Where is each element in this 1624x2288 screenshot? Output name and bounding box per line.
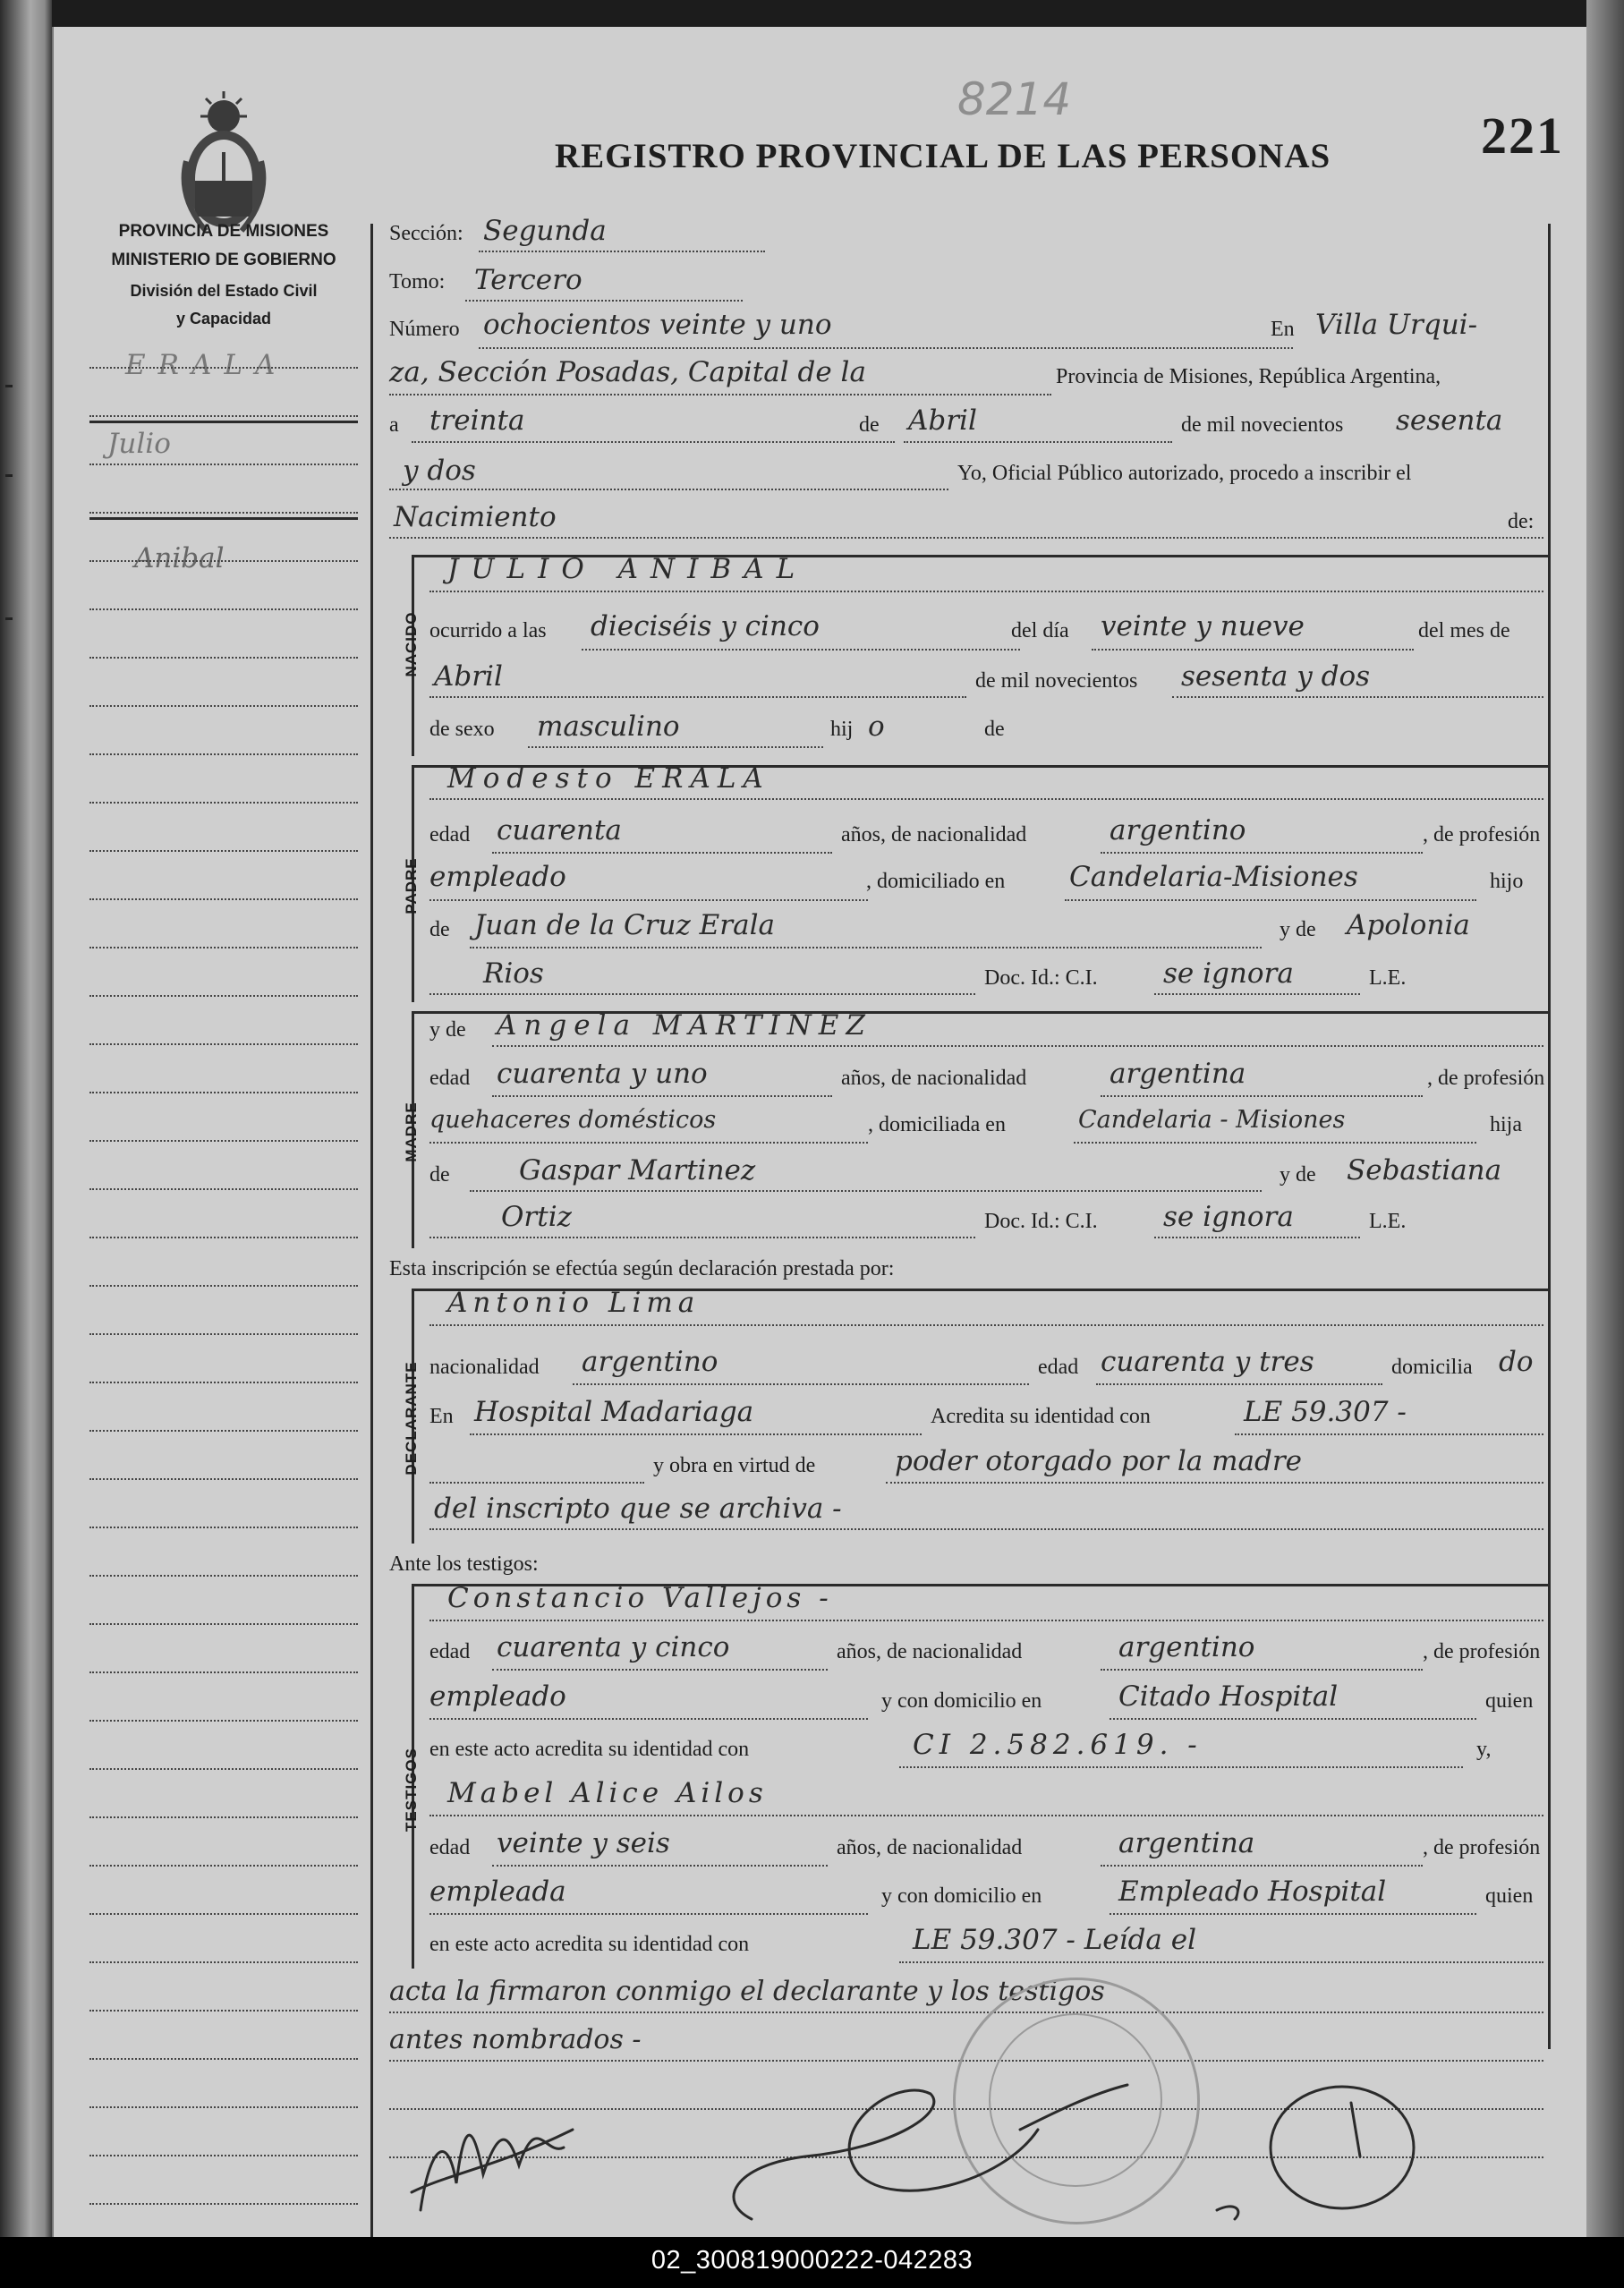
margin-rule — [89, 2010, 358, 2012]
value-cierre-2: antes nombrados - — [389, 2024, 642, 2055]
label-padre-profesion: , de profesión — [1423, 823, 1541, 846]
scan-mark — [5, 617, 13, 620]
label-ante-testigos: Ante los testigos: — [389, 1552, 539, 1576]
value-padre-prof: empleado — [429, 861, 566, 893]
margin-rule — [89, 1961, 358, 1963]
office-line-4: y Capacidad — [175, 310, 272, 327]
margin-rule — [89, 995, 358, 997]
value-tomo: Tercero — [474, 264, 582, 296]
label-testigo2-profesion: , de profesión — [1423, 1836, 1541, 1859]
label-testigo1-anios: años, de nacionalidad — [837, 1640, 1023, 1663]
value-en-2: za, Sección Posadas, Capital de la — [389, 356, 866, 388]
value-testigo1-dom: Citado Hospital — [1118, 1680, 1339, 1713]
margin-rule — [89, 2203, 358, 2205]
value-declarante-id: LE 59.307 - — [1244, 1396, 1407, 1428]
office-line-1: PROVINCIA DE MISIONES — [118, 222, 329, 241]
margin-rule — [89, 2058, 358, 2060]
margin-rule — [89, 560, 358, 562]
margin-rule — [89, 367, 358, 369]
value-hora: dieciséis y cinco — [591, 610, 820, 642]
value-padre-ci: se ignora — [1163, 957, 1294, 990]
value-madre-nombre: Angela MARTINEZ — [497, 1009, 872, 1042]
value-madre-madre: Sebastiana — [1347, 1154, 1502, 1187]
value-sexo: masculino — [537, 710, 680, 743]
label-de-mes: de — [859, 413, 880, 437]
margin-rule — [89, 1430, 358, 1432]
margin-surname: ERALA — [125, 349, 288, 381]
margin-rule — [89, 1285, 358, 1287]
margin-rule — [89, 1527, 358, 1528]
label-testigo1-profesion: , de profesión — [1423, 1640, 1541, 1663]
value-testigo2-id: LE 59.307 - Leída el — [913, 1924, 1197, 1956]
margin-rule — [89, 1768, 358, 1770]
margin-rule — [89, 1623, 358, 1625]
margin-rule — [89, 608, 358, 610]
register-page — [52, 27, 1588, 2237]
label-madre-le: L.E. — [1369, 1210, 1407, 1233]
folio-number: 221 — [1481, 106, 1564, 165]
value-madre-edad: cuarenta y uno — [497, 1058, 708, 1090]
label-yo: Yo, Oficial Público autorizado, procedo a inscribir el — [957, 462, 1412, 485]
label-madre-edad: edad — [429, 1067, 471, 1090]
value-declarante-obra-2: del inscripto que se archiva - — [434, 1493, 842, 1525]
margin-rule — [89, 1671, 358, 1673]
right-border — [1548, 224, 1551, 2049]
label-madre-y-de2: y de — [1280, 1163, 1316, 1187]
label-padre-y-de: y de — [1280, 918, 1316, 941]
label-testigo1-acredita: en este acto acredita su identidad con — [429, 1738, 750, 1761]
value-testigo2-edad: veinte y seis — [497, 1827, 670, 1859]
label-madre-de: de — [429, 1163, 450, 1187]
label-testigo2-anios: años, de nacionalidad — [837, 1836, 1023, 1859]
margin-rule — [89, 1720, 358, 1722]
label-hij: hij — [830, 718, 854, 741]
value-padre-madre-2: Rios — [483, 957, 544, 990]
value-acto: Nacimiento — [394, 501, 557, 533]
side-label-nacido: NACIDO — [403, 611, 420, 677]
margin-rule — [89, 1092, 358, 1093]
binding-edge-left — [0, 0, 52, 2237]
label-madre-hija: hija — [1490, 1113, 1522, 1136]
label-padre-anios: años, de nacionalidad — [841, 823, 1027, 846]
margin-rule — [89, 415, 358, 417]
label-testigo1-edad: edad — [429, 1640, 471, 1663]
label-madre-domiciliada: , domiciliada en — [868, 1113, 1006, 1136]
label-de2: de: — [1508, 510, 1535, 533]
value-en: Villa Urqui- — [1315, 309, 1478, 341]
signature-testigo — [734, 2090, 1038, 2219]
page-title: REGISTRO PROVINCIAL DE LAS PERSONAS — [555, 137, 1331, 175]
label-declarante-domicilia: domicilia — [1391, 1356, 1473, 1379]
margin-rule — [89, 1333, 358, 1335]
label-declarante-obra: y obra en virtud de — [653, 1454, 816, 1477]
label-provincia: Provincia de Misiones, República Argentina, — [1056, 365, 1441, 388]
scan-mark — [5, 385, 13, 387]
margin-rule — [89, 1913, 358, 1915]
signature-official — [1271, 2087, 1414, 2208]
label-de-mil: de mil novecientos — [1181, 413, 1344, 437]
page-edge-right — [1586, 0, 1624, 2237]
label-madre-doc: Doc. Id.: C.I. — [984, 1210, 1098, 1233]
label-de-sexo: de sexo — [429, 718, 495, 741]
margin-name-2: Anibal — [134, 542, 225, 574]
value-padre-madre: Apolonia — [1347, 909, 1470, 941]
value-testigo2-nac: argentina — [1118, 1827, 1255, 1859]
value-cierre-1: acta la firmaron conmigo el declarante y los testigos — [389, 1976, 1105, 2007]
value-declarante-nombre: Antonio Lima — [447, 1287, 701, 1319]
label-padre-de: de — [429, 918, 450, 941]
label-testigo1-domicilio: y con domicilio en — [881, 1689, 1042, 1713]
margin-name-1: Julio — [107, 428, 171, 460]
margin-rule — [89, 1575, 358, 1577]
label-del-dia: del día — [1011, 619, 1069, 642]
label-madre-y-de: y de — [429, 1018, 466, 1042]
label-testigo2-acredita: en este acto acredita su identidad con — [429, 1933, 750, 1956]
value-testigo2-dom: Empleado Hospital — [1118, 1875, 1387, 1908]
label-tomo: Tomo: — [389, 270, 446, 293]
label-numero: Número — [389, 318, 460, 341]
label-testigo2-domicilio: y con domicilio en — [881, 1884, 1042, 1908]
value-declarante-nac: argentino — [582, 1346, 718, 1378]
margin-rule — [89, 802, 358, 804]
value-anio-nac: sesenta y dos — [1181, 660, 1371, 693]
label-madre-profesion: , de profesión — [1427, 1067, 1545, 1090]
label-de-padres: de — [984, 718, 1005, 741]
margin-rule — [89, 2155, 358, 2156]
margin-rule — [89, 1382, 358, 1383]
margin-rule — [89, 657, 358, 659]
label-inscripcion: Esta inscripción se efectúa según declaración prestada por: — [389, 1257, 895, 1280]
value-mes: Abril — [908, 404, 977, 437]
label-padre-edad: edad — [429, 823, 471, 846]
margin-rule — [89, 1237, 358, 1238]
label-declarante-nacionalidad: nacionalidad — [429, 1356, 540, 1379]
coat-of-arms-icon — [170, 89, 277, 242]
pencil-number: 8214 — [957, 73, 1072, 125]
value-padre-padre: Juan de la Cruz Erala — [474, 909, 776, 941]
value-madre-madre-2: Ortiz — [501, 1201, 572, 1233]
value-seccion: Segunda — [483, 215, 607, 247]
margin-rule — [89, 1478, 358, 1480]
value-madre-ci: se ignora — [1163, 1201, 1294, 1233]
margin-divider — [370, 224, 373, 2237]
label-declarante-en: En — [429, 1405, 454, 1428]
value-anio: sesenta — [1396, 404, 1503, 437]
value-hij-suffix: o — [868, 710, 885, 743]
label-testigo1-quien: quien — [1485, 1689, 1534, 1713]
value-testigo2-nombre: Mabel Alice Ailos — [447, 1777, 768, 1809]
margin-rule — [89, 850, 358, 852]
label-padre-hijo: hijo — [1490, 870, 1524, 893]
margin-rule — [89, 1188, 358, 1190]
label-testigo2-quien: quien — [1485, 1884, 1534, 1908]
margin-rule — [89, 898, 358, 900]
label-seccion: Sección: — [389, 222, 463, 245]
value-numero: ochocientos veinte y uno — [483, 309, 832, 341]
scan-mark — [5, 474, 13, 477]
value-testigo1-edad: cuarenta y cinco — [497, 1631, 730, 1663]
label-ocurrido: ocurrido a las — [429, 619, 547, 642]
margin-rule — [89, 947, 358, 948]
margin-rule — [89, 1865, 358, 1867]
value-nacido-nombre: JULIO ANIBAL — [447, 553, 808, 585]
value-testigo1-nombre: Constancio Vallejos - — [447, 1582, 833, 1614]
side-label-madre: MADRE — [403, 1101, 420, 1162]
value-testigo1-id: CI 2.582.619. - — [913, 1729, 1203, 1761]
margin-rule — [89, 464, 358, 465]
value-padre-dom: Candelaria-Misiones — [1069, 861, 1358, 893]
value-anio-2: y dos — [403, 455, 476, 487]
value-padre-nombre: Modesto ERALA — [447, 762, 770, 795]
value-testigo1-nac: argentino — [1118, 1631, 1255, 1663]
value-testigo2-prof: empleada — [429, 1875, 566, 1908]
value-dia: treinta — [429, 404, 525, 437]
value-madre-dom: Candelaria - Misiones — [1078, 1106, 1346, 1134]
margin-rule — [89, 1816, 358, 1818]
margin-rule — [89, 705, 358, 707]
value-madre-padre: Gaspar Martinez — [519, 1154, 756, 1187]
margin-separator — [89, 517, 358, 520]
side-label-padre: PADRE — [403, 857, 420, 914]
label-padre-domiciliado: , domiciliado en — [866, 870, 1006, 893]
value-padre-edad: cuarenta — [497, 814, 622, 846]
label-padre-le: L.E. — [1369, 966, 1407, 990]
value-dia-nac: veinte y nueve — [1101, 610, 1305, 642]
margin-separator — [89, 421, 358, 423]
value-declarante-obra: poder otorgado por la madre — [895, 1445, 1302, 1477]
value-declarante-dom: do — [1499, 1346, 1534, 1378]
side-label-testigos: TESTIGOS — [403, 1748, 420, 1832]
signature-declarante — [421, 2135, 564, 2210]
margin-rule — [89, 753, 358, 755]
label-declarante-edad: edad — [1038, 1356, 1079, 1379]
margin-rule — [89, 512, 358, 514]
margin-rule — [89, 2106, 358, 2108]
label-padre-doc: Doc. Id.: C.I. — [984, 966, 1098, 990]
value-madre-nac: argentina — [1110, 1058, 1246, 1090]
value-mes-nac: Abril — [434, 660, 503, 693]
label-madre-anios: años, de nacionalidad — [841, 1067, 1027, 1090]
side-label-declarante: DECLARANTE — [403, 1361, 420, 1476]
label-de-mil-nac: de mil novecientos — [975, 669, 1138, 693]
label-testigo2-edad: edad — [429, 1836, 471, 1859]
label-a: a — [389, 413, 399, 437]
office-line-3: División del Estado Civil — [130, 282, 318, 300]
label-en: En — [1271, 318, 1295, 341]
value-declarante-dom-2: Hospital Madariaga — [474, 1396, 754, 1428]
value-declarante-edad: cuarenta y tres — [1101, 1346, 1314, 1378]
value-padre-nac: argentino — [1110, 814, 1246, 846]
value-testigo1-prof: empleado — [429, 1680, 566, 1713]
office-line-2: MINISTERIO DE GOBIERNO — [111, 251, 336, 269]
signatures — [394, 2076, 1557, 2237]
margin-rule — [89, 1043, 358, 1045]
image-id-label: 02_300819000222-042283 — [650, 2246, 974, 2275]
margin-rule — [89, 1140, 358, 1142]
label-declarante-acredita: Acredita su identidad con — [931, 1405, 1151, 1428]
label-del-mes: del mes de — [1418, 619, 1510, 642]
label-testigo1-y: y, — [1476, 1738, 1492, 1761]
value-madre-prof: quehaceres domésticos — [429, 1106, 717, 1134]
